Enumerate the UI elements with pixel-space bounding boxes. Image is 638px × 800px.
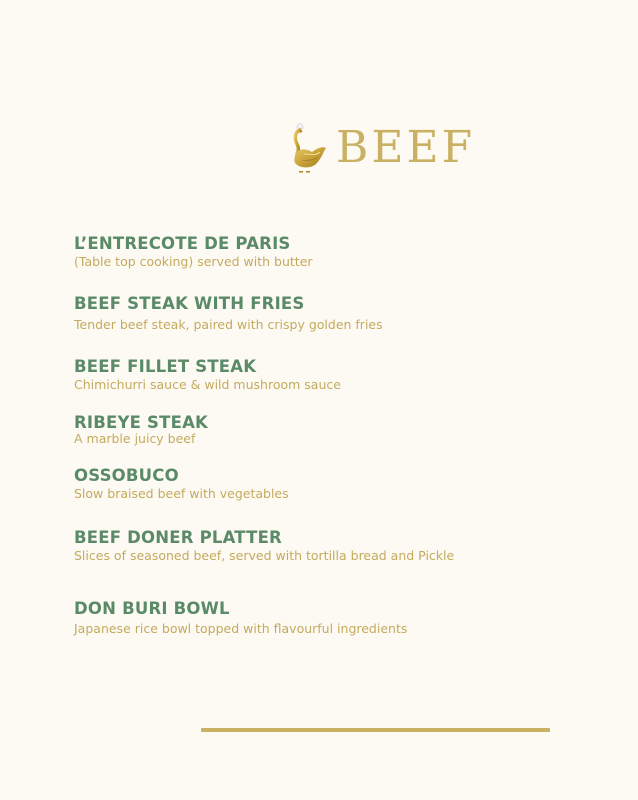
menu-item-description: Tender beef steak, paired with crispy golden fries (74, 317, 383, 332)
menu-item-description: Chimichurri sauce & wild mushroom sauce (74, 377, 341, 392)
menu-item (74, 358, 341, 393)
menu-header (290, 118, 475, 176)
menu-item-name: BEEF FILLET STEAK (74, 357, 257, 376)
menu-item-name: L’ENTRECOTE DE PARIS (74, 234, 291, 253)
menu-item (74, 295, 383, 333)
menu-item (74, 235, 313, 270)
page-title: BEEF (336, 122, 476, 173)
menu-item-description: (Table top cooking) served with butter (74, 254, 313, 269)
swan-icon (290, 118, 328, 176)
menu-item-description: Japanese rice bowl topped with flavourful ingredients (74, 621, 408, 636)
menu-item-name: RIBEYE STEAK (74, 413, 209, 432)
menu-item-name: BEEF STEAK WITH FRIES (74, 294, 305, 313)
divider-line (201, 728, 550, 732)
menu-item-name: DON BURI BOWL (74, 599, 230, 618)
menu-item (74, 600, 407, 637)
menu-item-description: A marble juicy beef (74, 431, 196, 446)
menu-item (74, 467, 289, 502)
menu-item (74, 529, 454, 564)
menu-item-name: BEEF DONER PLATTER (74, 528, 282, 547)
menu-item-description: Slices of seasoned beef, served with tortilla bread and Pickle (74, 548, 455, 563)
menu-item (74, 414, 208, 447)
menu-item-description: Slow braised beef with vegetables (74, 486, 289, 501)
menu-item-name: OSSOBUCO (74, 466, 179, 485)
